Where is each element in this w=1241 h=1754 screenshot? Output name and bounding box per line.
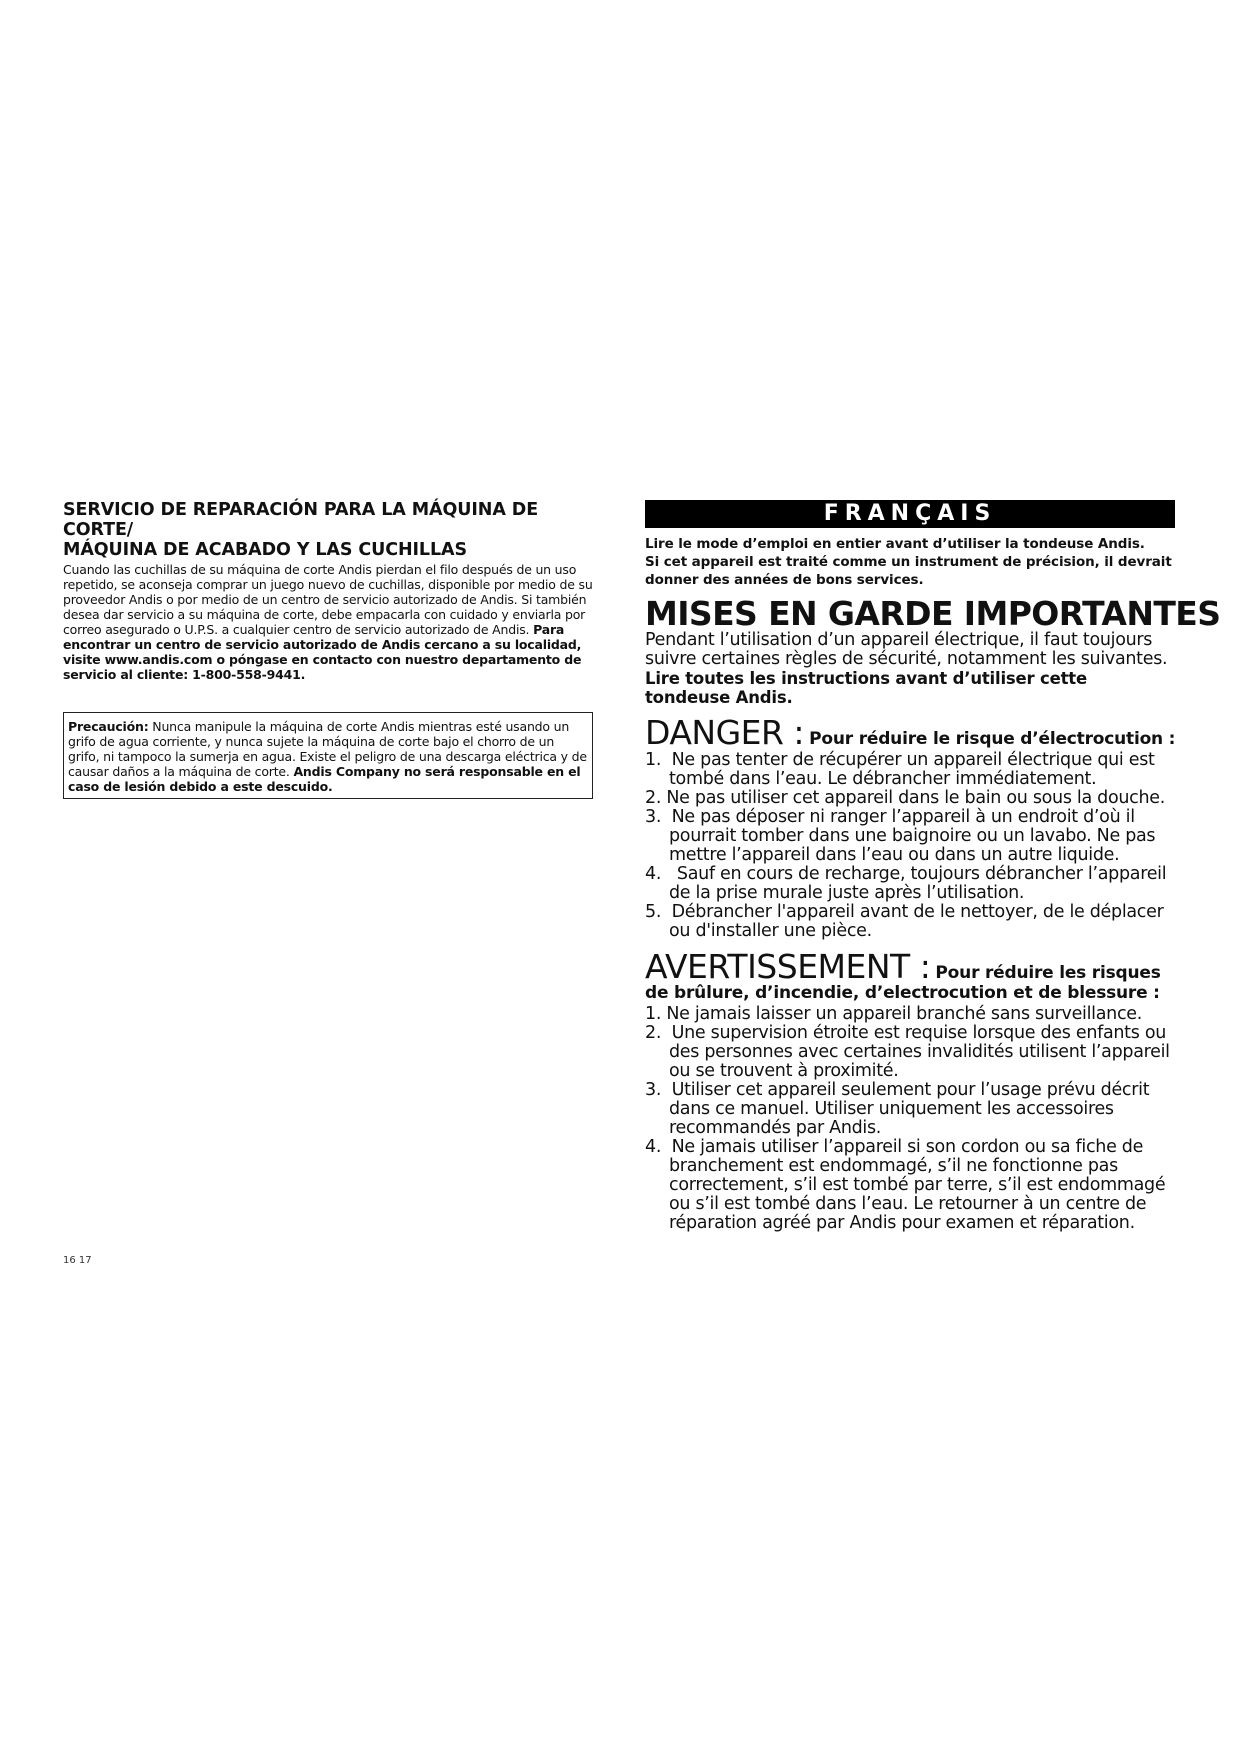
danger-item: 4. Sauf en cours de recharge, toujours débrancher l’appareil de la prise murale juste après l’utilisation. [645, 864, 1167, 903]
intro-line: Lire le mode d’emploi en entier avant d’utiliser la tondeuse Andis. [645, 536, 1145, 552]
warning-heading [645, 947, 1175, 986]
warning-subtitle: Pour réduire les risques [935, 963, 1161, 983]
spanish-heading [63, 500, 593, 560]
danger-item: 3. Ne pas déposer ni ranger l’appareil à un endroit d’où il pourrait tomber dans une baignoire ou un lavabo. Ne pas mettre l’appareil dans l’eau ou dans un autre liquide. [645, 807, 1156, 865]
caution-disclaimer: Andis Company no será responsable en el caso de lesión debido a este descuido. [68, 764, 581, 794]
caution-text: Nunca manipule la máquina de corte Andis mientras esté usando un grifo de agua corriente, y nunca sujete la máquina de corte bajo el chorro de un grifo, ni tampoco la sumerja en agua. Existe el peligro de una descarga eléctrica y de causar daños a la máquina de corte. [68, 719, 587, 779]
warning-word: AVERTISSEMENT : [645, 947, 931, 986]
spanish-service-text: Cuando las cuchillas de su máquina de corte Andis pierdan el filo después de un uso repetido, se aconseja comprar un juego nuevo de cuchillas, disponible por medio de su proveedor Andis o por medio de un centro de servicio autorizado de Andis. Si también desea dar servicio a su máquina de corte, debe empacarla con cuidado y enviarla por correo asegurado o U.P.S. a cualquier centro de servicio autorizado de Andis. [63, 562, 593, 637]
intro-text [645, 535, 1175, 589]
spanish-column [63, 500, 593, 799]
page-number: 16 17 [63, 1255, 92, 1266]
title-paragraph: Pendant l’utilisation d’un appareil électrique, il faut toujours suivre certaines règles de sécurité, notamment les suivantes. [645, 630, 1168, 669]
danger-item: 2. Ne pas utiliser cet appareil dans le bain ou sous la douche. [645, 788, 1166, 808]
caution-box [63, 712, 593, 799]
danger-word: DANGER : [645, 713, 805, 752]
main-title: MISES EN GARDE IMPORTANTES [645, 594, 1221, 633]
danger-item: 5. Débrancher l'appareil avant de le nettoyer, de le déplacer ou d'installer une pièce. [645, 902, 1164, 941]
language-bar: FRANÇAIS [645, 500, 1175, 528]
spanish-heading-line: SERVICIO DE REPARACIÓN PARA LA MÁQUINA DE CORTE/ [63, 500, 539, 540]
spanish-service-contact: Para encontrar un centro de servicio autorizado de Andis cercano a su localidad, visite www.andis.com o póngase en contacto con nuestro departamento de servicio al cliente: 1-800-558-9441. [63, 622, 582, 682]
intro-line: Si cet appareil est traité comme un instrument de précision, il devrait donner des années de bons services. [645, 554, 1172, 588]
warning-item: 3. Utiliser cet appareil seulement pour l’usage prévu décrit dans ce manuel. Utiliser uniquement les accessoires recommandés par Andis. [645, 1080, 1150, 1138]
spanish-heading-line: MÁQUINA DE ACABADO Y LAS CUCHILLAS [63, 540, 467, 560]
title-instruction: Lire toutes les instructions avant d’utiliser cette tondeuse Andis. [645, 669, 1087, 707]
danger-heading [645, 713, 1176, 752]
caution-label: Precaución: [68, 719, 149, 734]
warning-subtitle-continued: de brûlure, d’incendie, d’electrocution et de blessure : [645, 983, 1160, 1003]
danger-subtitle: Pour réduire le risque d’électrocution : [809, 729, 1176, 749]
warning-item: 4. Ne jamais utiliser l’appareil si son cordon ou sa fiche de branchement est endommagé, s’il ne fonctionne pas correctement, s’il est tombé par terre, s’il est endommagé ou s’il est tombé dans l’eau. Le retourner à un centre de réparation agréé par Andis pour examen et réparation. [645, 1137, 1166, 1233]
warning-item: 1. Ne jamais laisser un appareil branché sans surveillance. [645, 1004, 1143, 1024]
warning-item: 2. Une supervision étroite est requise lorsque des enfants ou des personnes avec certaines invalidités utilisent l’appareil ou se trouvent à proximité. [645, 1023, 1170, 1081]
warning-list [645, 1005, 1175, 1233]
french-column [645, 500, 1221, 1233]
spanish-service-paragraph [63, 562, 593, 682]
danger-item: 1. Ne pas tenter de récupérer un appareil électrique qui est tombé dans l’eau. Le débrancher immédiatement. [645, 750, 1155, 789]
danger-list [645, 751, 1175, 941]
